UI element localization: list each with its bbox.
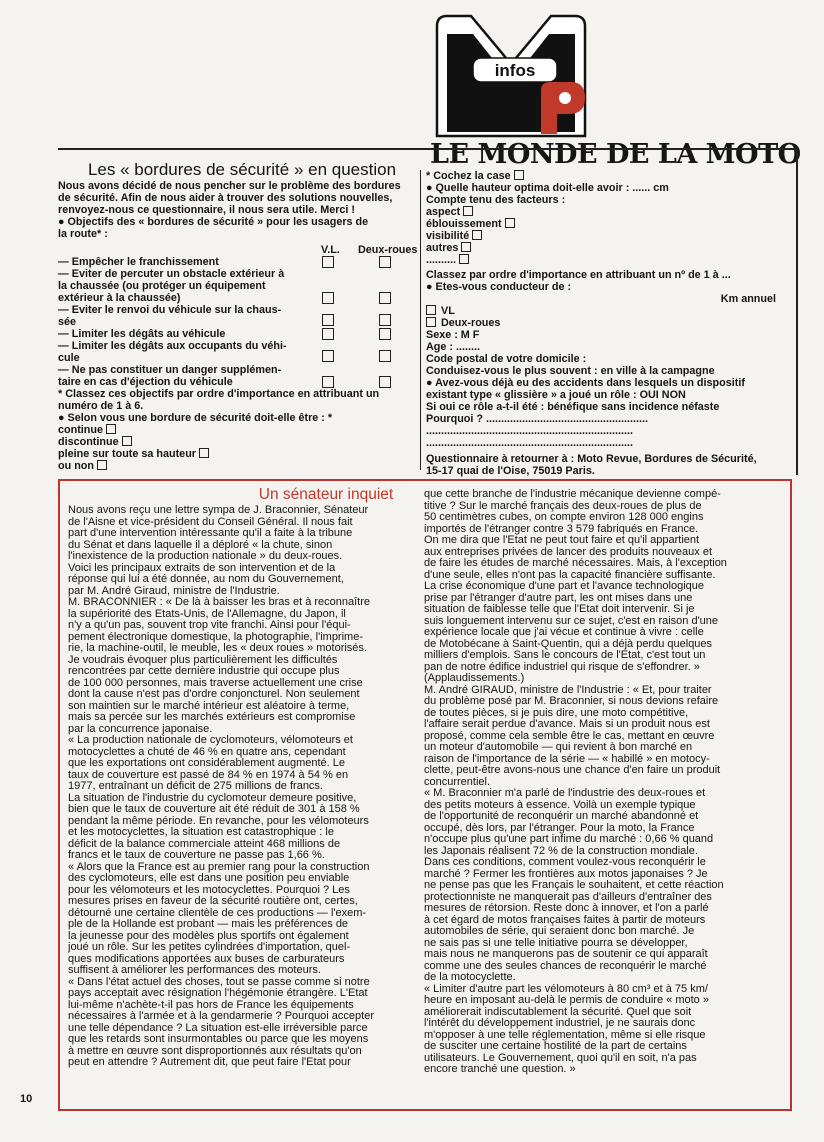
- article-line: détourné une certaine clientèle de ces productions — l'exem-: [68, 907, 367, 919]
- article-line: automobiles de série, qui seraient donc bon marché. Je: [424, 926, 695, 937]
- annual-km-label: Km annuel: [720, 293, 776, 305]
- article-line: « Alors que la France est au premier rang pour la construction: [68, 861, 370, 873]
- article-line: d'une seule, elles n'ont pas la capacité financière suffisante.: [424, 569, 716, 581]
- article-line: dont la cause n'est pas d'ordre conjoncturel. Non seulement: [68, 689, 360, 700]
- questionnaire-divider: [420, 170, 421, 470]
- article-line: ne pense pas que les Français le souhaitent, et cette réaction: [424, 880, 724, 891]
- article-line: et les motocyclettes, la situation est catastrophique : le: [68, 827, 334, 838]
- article-line: M. André GIRAUD, ministre de l'Industrie : « Et, pour traiter: [424, 684, 712, 696]
- discontinue-checkbox[interactable]: [122, 436, 132, 446]
- article-line: pays acceptait avec résignation l'hégémonie étrangère. L'Etat: [68, 988, 368, 999]
- article-line: réponse qui lui a été donnée, au nom du Gouvernement,: [68, 574, 344, 585]
- article-line: encore tranché une question. »: [424, 1064, 576, 1075]
- objective-row: [58, 304, 416, 328]
- article-line: la jeunesse pour des modèles plus sportifs ont également: [68, 930, 349, 942]
- article-line: 50 centimètres cubes, on compte environ 128 000 engins: [424, 512, 704, 523]
- article-line: ques modifications apportées aux buses de carburateurs: [68, 953, 345, 965]
- article-line: lui-même n'achète-t-il pas hors de France les équipements: [68, 999, 354, 1011]
- article-line: les Japonais réalisent 72 % de la construction mondiale.: [424, 845, 698, 857]
- deux-roues-checkbox[interactable]: [379, 314, 391, 326]
- visibility-checkbox[interactable]: [472, 230, 482, 240]
- article-line: de 100 000 personnes, mais traverse actuellement une crise: [68, 677, 363, 689]
- factors-label: Compte tenu des facteurs :: [426, 194, 566, 206]
- role-outcome[interactable]: Si oui ce rôle a-t-il été : bénéfique sans incidence néfaste: [426, 401, 720, 413]
- vl-checkbox[interactable]: [322, 292, 334, 304]
- return-address: 15-17 quai de l'Oise, 75019 Paris.: [426, 465, 595, 477]
- article-line: milliers d'emplois. Sans le concours de l'Etat, c'est tout un: [424, 650, 706, 661]
- deux-roues-checkbox[interactable]: [379, 350, 391, 362]
- article-line: M. BRACONNIER : « De là à baisser les bras et à reconnaître: [68, 597, 371, 608]
- why-field-line[interactable]: .....................................................................: [426, 437, 633, 449]
- article-line: situation de faiblesse telle que l'Etat doit intervenir. Si je: [424, 604, 695, 615]
- height-question: ● Quelle hauteur optima doit-elle avoir : ...... cm: [426, 182, 669, 194]
- sample-checkbox: [514, 170, 524, 180]
- article-line: comme une des seules chances de reconquérir le marché: [424, 960, 707, 972]
- article-line: concurrentiel.: [424, 776, 491, 788]
- article-line: la supériorité des Etats-Unis, de l'Allemagne, du Japon, il: [68, 608, 346, 620]
- factor-aspect: aspect: [426, 206, 784, 218]
- article-line: pement électronique domestique, la photographie, l'imprime-: [68, 631, 363, 643]
- factor-other: autres: [426, 242, 784, 254]
- article-line: n'y a qu'un pas, souvent trop vite franchi. Ainsi pour l'équi-: [68, 620, 351, 631]
- factor-glare: éblouissement: [426, 218, 784, 230]
- questionnaire-intro-line: renvoyez-nous ce questionnaire, il nous sera utile. Merci !: [58, 204, 355, 216]
- article-line: n'occupe plus qu'une part infime du marché : 0,66 % quand: [424, 834, 714, 845]
- article-line: du problème posé par M. Braconnier, si nous devions refaire: [424, 696, 719, 707]
- accident-yes-no[interactable]: existant type « glissière » a joué un rôle : OUI NON: [426, 389, 686, 401]
- article-line: Je voudrais évoquer plus particulièrement les difficultés: [68, 654, 338, 666]
- return-address: Questionnaire à retourner à : Moto Revue, Bordures de Sécurité,: [426, 453, 757, 465]
- objective-text: — Ne pas constituer un danger supplémen-: [58, 364, 282, 376]
- continue-checkbox[interactable]: [106, 424, 116, 434]
- article-line: bien que le taux de couverture ait été réduit de 301 à 158 %: [68, 804, 360, 815]
- article-line: un moteur d'automobile — qui revient à bon marché en: [424, 742, 693, 753]
- article-line: rencontrées par cette dernière industrie qui occupe plus: [68, 666, 340, 677]
- article-line: taux de couverture est passé de 84 % en 1974 à 54 % en: [68, 769, 349, 781]
- article-line: pan de notre édifice industriel qui risque de s'effondrer. »: [424, 661, 700, 673]
- article-line: importés de l'étranger contre 3 579 fabriqués en France.: [424, 523, 699, 535]
- vl-checkbox[interactable]: [426, 305, 436, 315]
- driver-type-question: ● Etes-vous conducteur de :: [426, 281, 572, 293]
- article-title: Un sénateur inquiet: [258, 486, 394, 503]
- article-line: de Motobécane à Saint-Quentin, qui a déjà perdu quelques: [424, 638, 713, 650]
- questionnaire-intro-line: de sécurité. Afin de nous aider à trouver des solutions nouvelles,: [58, 192, 393, 204]
- article-line: pour les vélomoteurs et les motocyclettes. Pourquoi ? Les: [68, 884, 350, 896]
- article-line: que cette branche de l'industrie mécanique devienne compé-: [424, 489, 721, 500]
- why-field-line[interactable]: .....................................................................: [426, 425, 633, 437]
- article-line: de faire les études de marché nécessaires. Mais, à l'exception: [424, 558, 727, 569]
- article-line: protectionniste ne manquerait pas d'ailleurs d'entraîner des: [424, 891, 712, 903]
- article-line: utilisateurs. Le Gouvernement, quoi qu'il en soit, n'a pas: [424, 1052, 697, 1064]
- article-line: proposé, comme cela semble être le cas, mettant en œuvre: [424, 730, 715, 742]
- objective-row: [58, 364, 416, 388]
- questionnaire-intro-line: ● Objectifs des « bordures de sécurité » pour les usagers de: [58, 216, 369, 228]
- masthead: LE MONDE DE LA MOTO: [430, 139, 801, 170]
- article-line: son maintien sur le marché intérieur est aléatoire à terme,: [68, 700, 350, 712]
- article-line: peut en attendre ? Autrement dit, que peut faire l'Etat pour: [68, 1057, 351, 1068]
- glare-checkbox[interactable]: [505, 218, 515, 228]
- check-note: * Cochez la case: [426, 170, 784, 182]
- full-height-checkbox[interactable]: [199, 448, 209, 458]
- article-line: pendant la même période. En revanche, pour les vélomoteurs: [68, 815, 369, 827]
- article-line: Nous avons reçu une lettre sympa de J. Braconnier, Sénateur: [68, 505, 369, 516]
- objective-text: cule: [58, 352, 80, 364]
- article-line: Voici les principaux extraits de son intervention et de la: [68, 562, 336, 574]
- questionnaire-intro-line: Nous avons décidé de nous pencher sur le problème des bordures: [58, 180, 401, 192]
- article-line: La crise économique d'une part et l'avance technologique: [424, 581, 705, 592]
- article-line: de toutes pièces, si je puis dire, une moto compétitive,: [424, 707, 689, 719]
- article-line: motocyclettes a chuté de 46 % en quatre ans, cependant: [68, 746, 346, 758]
- article-line: mais nous ne manquerons pas de soutenir ce qui apparaît: [424, 949, 708, 960]
- article-line: l'inexistence de la production nationale » du deux-roues.: [68, 551, 343, 562]
- logo-label: infos: [494, 61, 536, 80]
- ranking-note: numéro de 1 à 6.: [58, 400, 144, 412]
- vl-checkbox[interactable]: [322, 314, 334, 326]
- article-line: mais sa percée sur les marchés extérieurs est compromise: [68, 712, 356, 723]
- option-or-not: ou non: [58, 460, 416, 472]
- column-vl-header: V.L.: [321, 244, 340, 256]
- article-line: que les retards sont insurmontables ou parce que les moyens: [68, 1034, 369, 1045]
- vl-checkbox[interactable]: [322, 376, 334, 388]
- option-full-height: pleine sur toute sa hauteur: [58, 448, 416, 460]
- deux-roues-checkbox[interactable]: [379, 292, 391, 304]
- objective-text: taire en cas d'éjection du véhicule: [58, 376, 233, 388]
- article-line: francs et le taux de couverture ne passe pas 1,66 %.: [68, 850, 325, 861]
- factor-visibility: visibilité: [426, 230, 784, 242]
- objectives-header: [58, 244, 416, 256]
- article-line: à mettre en œuvre sont disproportionnés aux résultats qu'on: [68, 1045, 362, 1057]
- questionnaire-right-column: [426, 170, 784, 477]
- objective-text: — Limiter les dégâts au véhicule: [58, 328, 226, 340]
- article-line: aux entreprises privées de lancer des produits nouveaux et: [424, 546, 713, 558]
- article-line: La situation de l'industrie du cyclomoteur demeure positive,: [68, 792, 357, 804]
- deux-roues-checkbox[interactable]: [379, 256, 391, 268]
- deux-roues-checkbox[interactable]: [379, 376, 391, 388]
- article-line: mesures prises en faveur de la sécurité routière ont, certes,: [68, 896, 358, 907]
- driving-area-question[interactable]: Conduisez-vous le plus souvent : en ville à la campagne: [426, 365, 715, 377]
- article-line: par la concurrence japonaise.: [68, 723, 213, 735]
- option-deux-roues: Deux-roues: [426, 317, 784, 329]
- column-deux-roues-header: Deux-roues: [358, 244, 418, 256]
- option-discontinue: discontinue: [58, 436, 416, 448]
- article-line: Dans ces conditions, comment voulez-vous reconquérir le: [424, 857, 706, 868]
- postal-code-field[interactable]: Code postal de votre domicile :: [426, 353, 587, 365]
- article-line: par M. André Giraud, ministre de l'Industrie.: [68, 585, 280, 597]
- article-line: suis longuement intervenu sur ce sujet, c'est en raison d'une: [424, 615, 719, 627]
- ranking-note: * Classez ces objectifs par ordre d'importance en attribuant un: [58, 388, 380, 400]
- article-line: l'affaire serait perdue d'avance. Mais si un produit nous est: [424, 719, 710, 730]
- article-line: l'intérêt du développement industriel, je ne saurais donc: [424, 1018, 696, 1029]
- questionnaire-left-column: [58, 160, 416, 472]
- article-line: « La production nationale de cyclomoteurs, vélomoteurs et: [68, 735, 353, 746]
- objective-text: — Eviter de percuter un obstacle extérieur à: [58, 268, 285, 280]
- article-line: nécessaires à l'armée et à la gendarmerie ? Pourquoi accepter: [68, 1011, 374, 1022]
- article-line: de l'Aisne et vice-président du Conseil Général. Il nous fait: [68, 516, 353, 528]
- objective-text: la chaussée (ou protéger un équipement: [58, 280, 266, 292]
- vl-checkbox[interactable]: [322, 350, 334, 362]
- deux-roues-checkbox[interactable]: [426, 317, 436, 327]
- questionnaire-title: Les « bordures de sécurité » en question: [87, 160, 397, 179]
- article-line: m'opposer à une telle réglementation, même si elle risque: [424, 1029, 706, 1041]
- article-line: joué un rôle. Sur les petites cylindrées d'importation, quel-: [68, 942, 351, 953]
- objective-row: [58, 340, 416, 364]
- aspect-checkbox[interactable]: [463, 206, 473, 216]
- article-line: ple de la Hollande est probant — mais les préférences de: [68, 919, 349, 930]
- article-line: de susciter une certaine hostilité de la part de certains: [424, 1041, 687, 1052]
- objective-row: [58, 256, 416, 268]
- factor-blank: ..........: [426, 254, 784, 266]
- article-line: des petits moteurs à essence. Voilà un exemple typique: [424, 799, 696, 811]
- article-line: heure en imposant au-delà le permis de conduire « moto »: [424, 995, 709, 1006]
- article-line: expérience locale que j'ai vécue et continue à vivre : celle: [424, 627, 704, 638]
- ranking-instruction: Classez par ordre d'importance en attribuant un nº de 1 à ...: [426, 269, 731, 281]
- article-left-column: [68, 505, 412, 1069]
- article-line: une telle dépendance ? La situation est-elle irréversible parce: [68, 1022, 368, 1034]
- objective-text: — Eviter le renvoi du véhicule sur la chaus-: [58, 304, 282, 316]
- option-continue: continue: [58, 424, 416, 436]
- objective-row: [58, 328, 416, 340]
- objective-text: sée: [58, 316, 77, 328]
- accident-question: ● Avez-vous déjà eu des accidents dans lesquels un dispositif: [426, 377, 745, 389]
- why-field[interactable]: Pourquoi ? ......................................................: [426, 413, 648, 425]
- objective-text: — Empêcher le franchissement: [58, 256, 219, 268]
- vl-checkbox[interactable]: [322, 256, 334, 268]
- or-not-checkbox[interactable]: [97, 460, 107, 470]
- article-line: « Limiter d'autre part les vélomoteurs à 80 cm³ et à 75 km/: [424, 983, 708, 995]
- article-line: 1977, entraînant un déficit de 275 millions de francs.: [68, 781, 323, 792]
- article-line: rie, la machine-outil, le meuble, les « deux roues » motorisés.: [68, 643, 367, 654]
- article-line: (Applaudissements.): [424, 673, 525, 684]
- article-line: mesures de rétorsion. Reste donc à innover, et l'on a parlé: [424, 903, 709, 914]
- article-line: On me dira que l'Etat ne peut tout faire et qu'il appartient: [424, 535, 700, 546]
- blank-checkbox[interactable]: [459, 254, 469, 264]
- article-line: du Sénat et dans laquelle il a déploré « la chute, sinon: [68, 539, 333, 551]
- article-line: clette, peut-être avons-nous une chance d'en faire un produit: [424, 765, 721, 776]
- questionnaire-intro-line: la route* :: [58, 228, 108, 240]
- article-right-column: [424, 489, 780, 1076]
- objective-text: — Limiter les dégâts aux occupants du véhi-: [58, 340, 287, 352]
- article-line: titive ? Sur le marché français des deux-roues de plus de: [424, 500, 702, 512]
- article-line: améliorerait indiscutablement la sécurité. Quel que soit: [424, 1006, 692, 1018]
- page-number: 10: [20, 1093, 33, 1105]
- article-line: occupé, dès lors, par l'étranger. Pour la moto, la France: [424, 822, 695, 834]
- article-line: « Dans l'état actuel des choses, tout se passe comme si notre: [68, 976, 370, 988]
- border-type-question: ● Selon vous une bordure de sécurité doit-elle être : *: [58, 412, 333, 424]
- vl-checkbox[interactable]: [322, 328, 334, 340]
- article-line: « M. Braconnier m'a parlé de l'industrie des deux-roues et: [424, 788, 706, 799]
- option-vl: VL: [426, 305, 784, 317]
- article-line: marché ? Fermer les frontières aux motos japonaises ? Je: [424, 868, 708, 880]
- article-line: prise par l'étranger d'autre part, les ont mises dans une: [424, 592, 693, 604]
- article-line: part d'une intervention intéressante qu'il a faite à la tribune: [68, 528, 353, 539]
- deux-roues-checkbox[interactable]: [379, 328, 391, 340]
- article-line: à cet égard de motos françaises faites à partir de moteurs: [424, 914, 706, 926]
- age-field[interactable]: Age : ........: [426, 341, 480, 353]
- article-line: ne sais pas si une telle initiative pourra se développer,: [424, 937, 688, 949]
- objective-row: [58, 268, 416, 304]
- other-checkbox[interactable]: [461, 242, 471, 252]
- m-infos-logo: [433, 12, 589, 140]
- sex-field[interactable]: Sexe : M F: [426, 329, 480, 341]
- article-line: déficit de la balance commerciale atteint 468 millions de: [68, 838, 341, 850]
- article-line: de l'opportunité de reconquérir un marché abandonné et: [424, 811, 699, 822]
- objective-text: extérieur à la chaussée): [58, 292, 181, 304]
- article-line: de la motocyclette.: [424, 972, 516, 983]
- article-line: suffisent à améliorer les performances des moteurs.: [68, 965, 321, 976]
- article-line: que les exportations ont considérablement augmenté. Le: [68, 758, 346, 769]
- article-line: raison de l'importance de la série — « habillé » en motocy-: [424, 753, 710, 765]
- article-line: des cyclomoteurs, elle est dans une position peu enviable: [68, 873, 350, 884]
